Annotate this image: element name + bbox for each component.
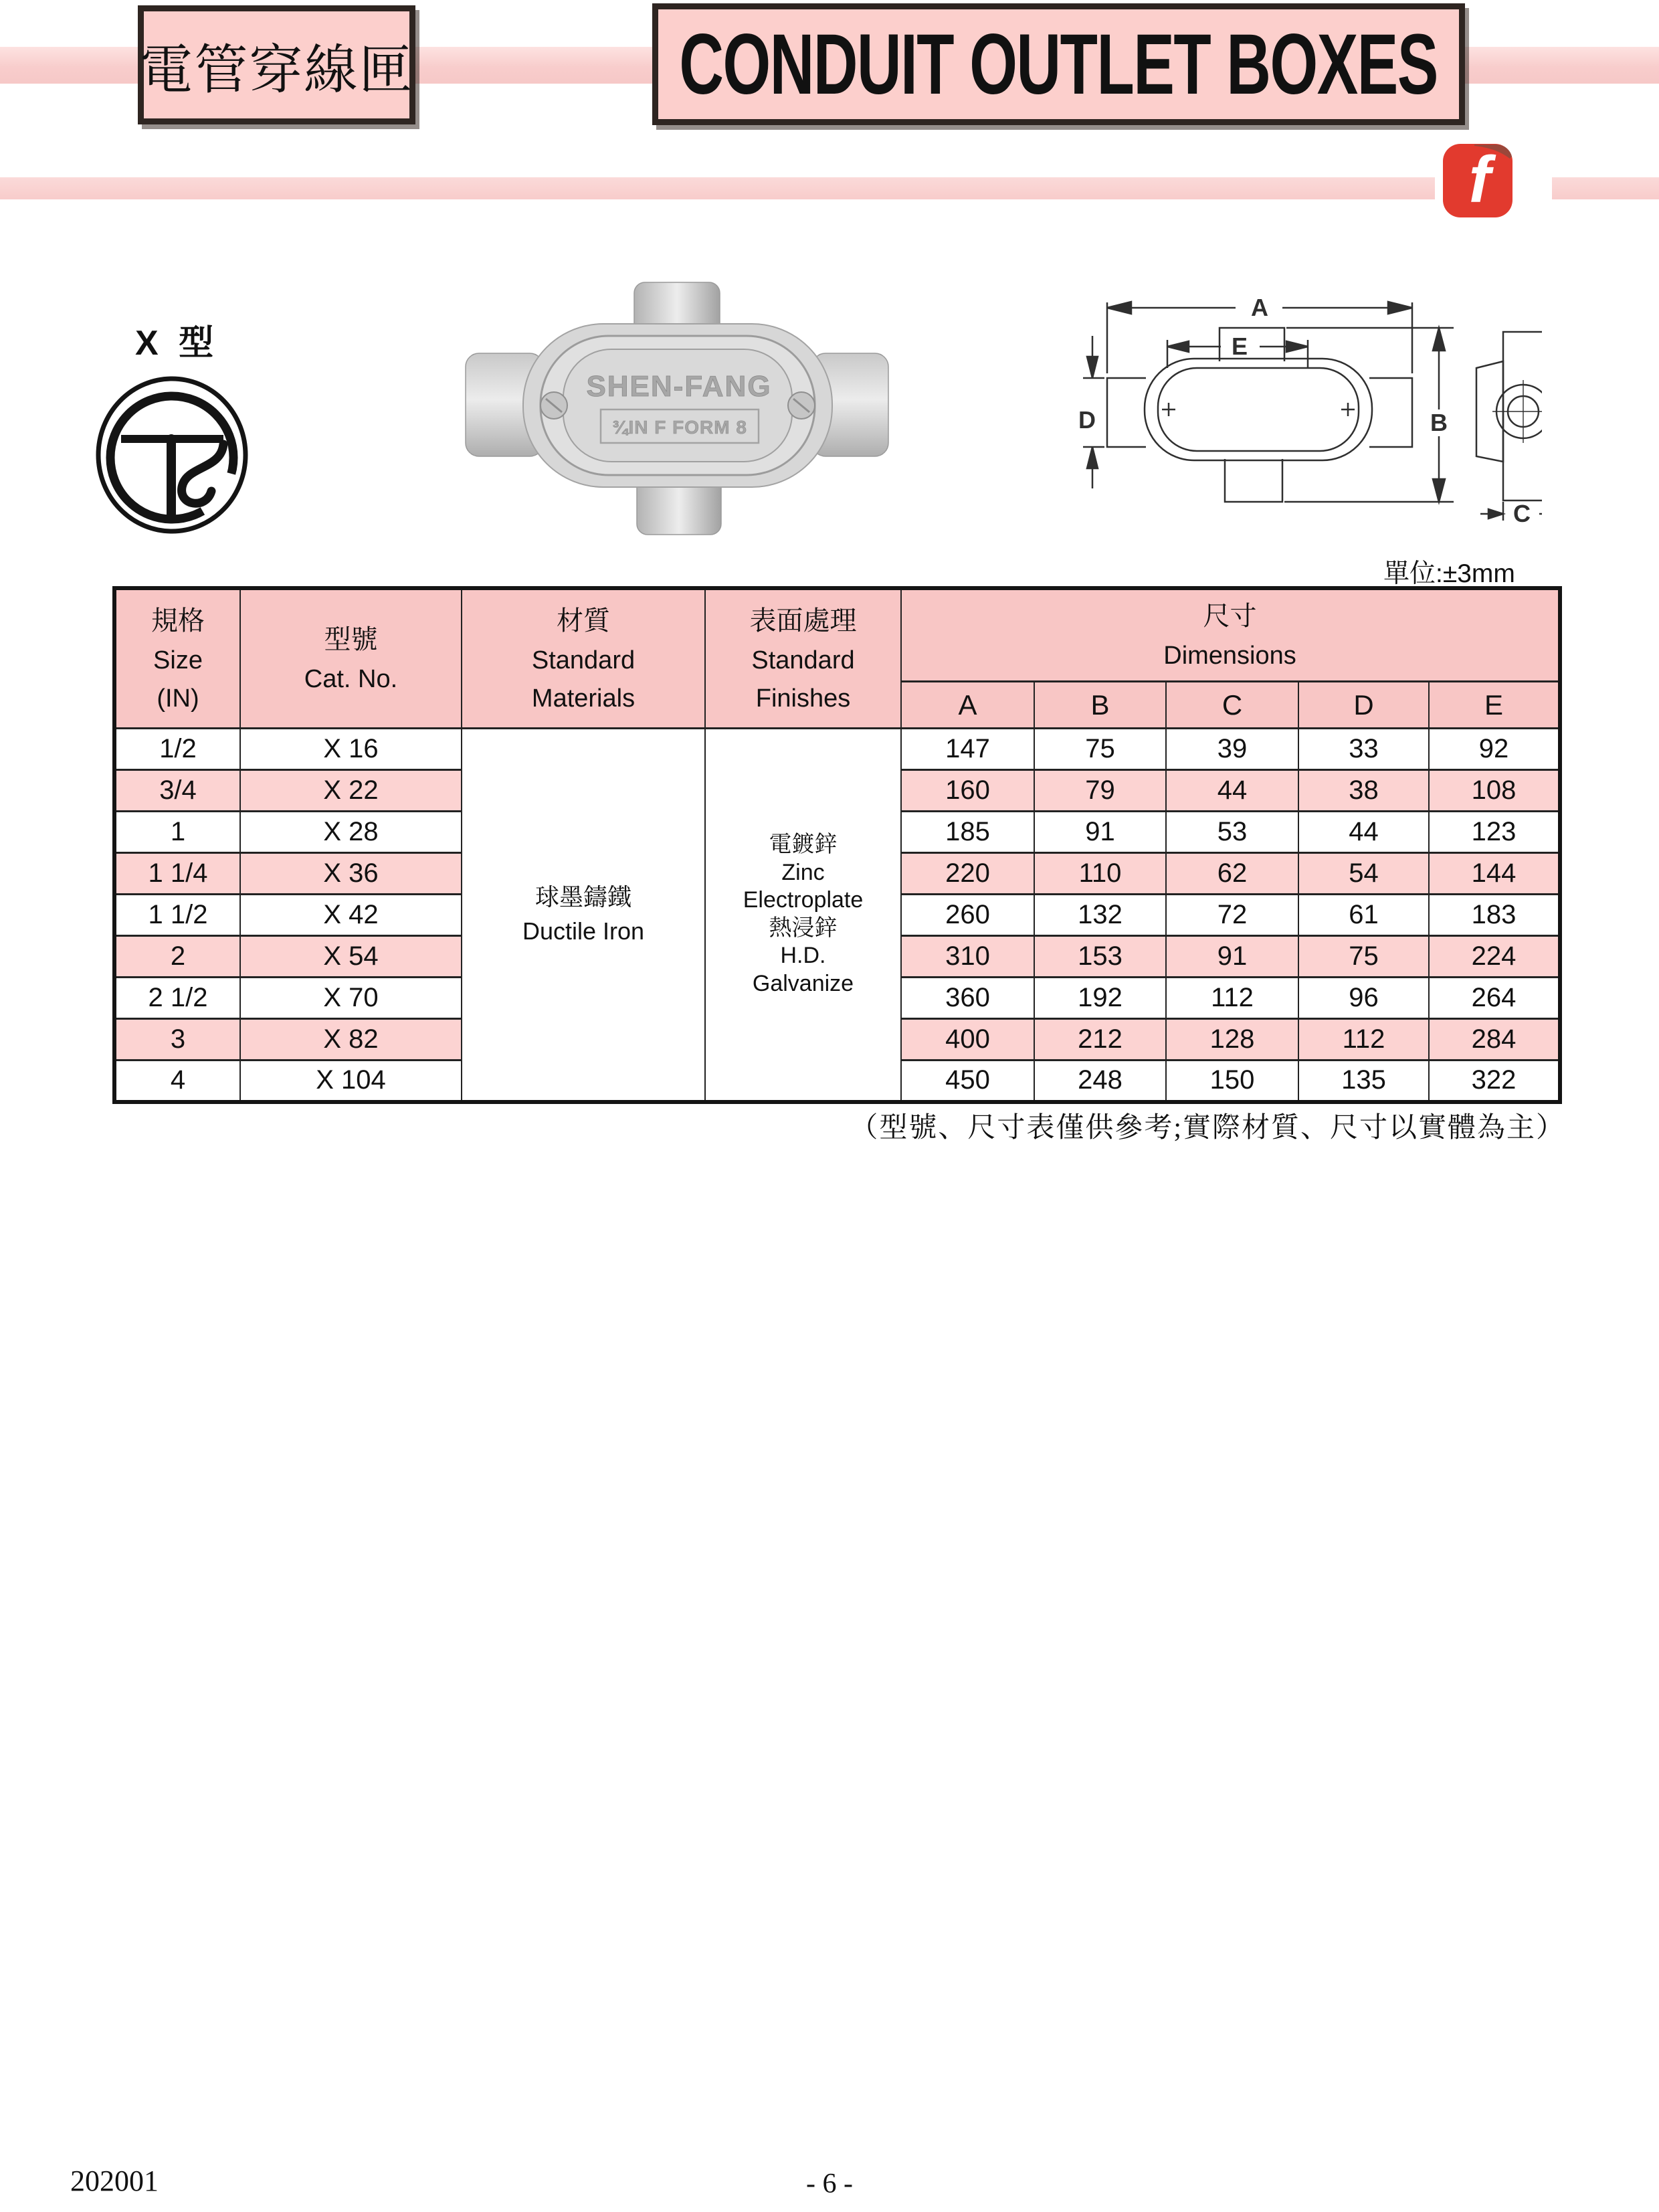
cell-dim-a: 160 — [901, 770, 1034, 812]
materials-header-en1: Standard — [531, 646, 636, 674]
cell-size: 4 — [114, 1061, 240, 1102]
cell-dim-a: 360 — [901, 978, 1034, 1019]
col-header-cat-no — [240, 588, 462, 729]
cell-dim-d: 33 — [1298, 729, 1429, 770]
footer-page-number: - 6 - — [806, 2169, 853, 2199]
cell-dim-b: 91 — [1034, 812, 1166, 853]
cell-size: 2 1/2 — [114, 978, 240, 1019]
cell-dim-e: 92 — [1429, 729, 1560, 770]
dim-label-d: D — [1078, 406, 1096, 434]
materials-header-zh: 材質 — [557, 606, 610, 636]
cell-size: 3 — [114, 1019, 240, 1061]
disclaimer-footnote: （型號、尺寸表僅供參考;實際材質、尺寸以實體為主） — [850, 1113, 1565, 1143]
cell-cat-no: X 82 — [240, 1019, 462, 1061]
cell-dim-d: 44 — [1298, 812, 1429, 853]
cell-dim-e: 123 — [1429, 812, 1560, 853]
second-pink-stripe-left — [0, 177, 1435, 199]
cell-dim-b: 248 — [1034, 1061, 1166, 1102]
footer-catalog-code: 202001 — [70, 2164, 159, 2197]
cell-dim-a: 400 — [901, 1019, 1034, 1061]
col-header-dim-b: B — [1034, 682, 1166, 729]
cell-materials: 球墨鑄鐵 Ductile Iron — [462, 729, 705, 1102]
cell-dim-c: 39 — [1166, 729, 1298, 770]
cell-dim-d: 135 — [1298, 1061, 1429, 1102]
cell-dim-c: 150 — [1166, 1061, 1298, 1102]
cat-header-zh: 型號 — [324, 625, 378, 654]
cell-cat-no: X 54 — [240, 936, 462, 978]
cell-size: 2 — [114, 936, 240, 978]
cell-dim-b: 153 — [1034, 936, 1166, 978]
dimensions-header-zh: 尺寸 — [1203, 602, 1257, 631]
cell-size: 3/4 — [114, 770, 240, 812]
cell-dim-c: 53 — [1166, 812, 1298, 853]
table-header-row-1 — [114, 588, 1560, 682]
col-header-size — [114, 588, 240, 729]
cell-cat-no: X 104 — [240, 1061, 462, 1102]
cell-dim-a: 260 — [901, 895, 1034, 936]
type-label: X 型 — [135, 324, 219, 363]
size-header-unit: (IN) — [157, 684, 199, 713]
cell-dim-c: 44 — [1166, 770, 1298, 812]
cell-dim-b: 212 — [1034, 1019, 1166, 1061]
cell-dim-d: 38 — [1298, 770, 1429, 812]
cell-dim-c: 128 — [1166, 1019, 1298, 1061]
cell-dim-a: 147 — [901, 729, 1034, 770]
brand-f-logo-icon — [1442, 143, 1513, 218]
col-header-dimensions — [901, 588, 1560, 682]
col-header-materials — [462, 588, 705, 729]
cell-size: 1 1/2 — [114, 895, 240, 936]
cell-dim-e: 108 — [1429, 770, 1560, 812]
cell-dim-b: 132 — [1034, 895, 1166, 936]
cell-size: 1 — [114, 812, 240, 853]
cell-cat-no: X 36 — [240, 853, 462, 895]
dim-label-e: E — [1231, 333, 1248, 360]
photo-emboss-size: ¾IN F FORM 8 — [612, 417, 747, 438]
cell-dim-e: 322 — [1429, 1061, 1560, 1102]
size-header-en: Size — [153, 646, 203, 674]
finishes-header-en2: Finishes — [755, 684, 851, 713]
col-header-dim-e: E — [1429, 682, 1560, 729]
cell-cat-no: X 22 — [240, 770, 462, 812]
cell-dim-c: 112 — [1166, 978, 1298, 1019]
size-header-zh: 規格 — [151, 606, 205, 636]
cell-dim-b: 75 — [1034, 729, 1166, 770]
cell-dim-d: 96 — [1298, 978, 1429, 1019]
table-row — [114, 729, 1560, 770]
cell-cat-no: X 70 — [240, 978, 462, 1019]
spec-table — [112, 586, 1562, 1104]
dim-label-c: C — [1513, 500, 1531, 525]
cell-dim-e: 264 — [1429, 978, 1560, 1019]
cell-dim-e: 284 — [1429, 1019, 1560, 1061]
cell-size: 1/2 — [114, 729, 240, 770]
dim-label-b: B — [1430, 409, 1448, 436]
f-logo-icon — [1442, 143, 1513, 218]
title-box-chinese — [138, 5, 415, 124]
cell-dim-a: 220 — [901, 853, 1034, 895]
page-title-zh: 電管穿線匣 — [139, 39, 414, 100]
finishes-header-en1: Standard — [751, 646, 855, 674]
cell-cat-no: X 28 — [240, 812, 462, 853]
cell-dim-a: 450 — [901, 1061, 1034, 1102]
cell-cat-no: X 16 — [240, 729, 462, 770]
cell-size: 1 1/4 — [114, 853, 240, 895]
cell-dim-b: 79 — [1034, 770, 1166, 812]
dimension-drawing — [1067, 268, 1542, 529]
product-photo — [462, 280, 893, 541]
cell-dim-d: 54 — [1298, 853, 1429, 895]
second-pink-stripe-right — [1552, 177, 1659, 199]
cell-dim-d: 112 — [1298, 1019, 1429, 1061]
cell-dim-d: 61 — [1298, 895, 1429, 936]
cell-cat-no: X 42 — [240, 895, 462, 936]
cell-dim-a: 310 — [901, 936, 1034, 978]
materials-header-en2: Materials — [531, 684, 636, 713]
finishes-header-zh: 表面處理 — [749, 606, 857, 636]
cell-dim-c: 62 — [1166, 853, 1298, 895]
cell-dim-c: 91 — [1166, 936, 1298, 978]
unit-tolerance-note: 單位:±3mm — [1383, 559, 1515, 588]
cell-dim-d: 75 — [1298, 936, 1429, 978]
table-body — [114, 729, 1560, 1102]
cell-dim-b: 192 — [1034, 978, 1166, 1019]
cell-finishes: 電鍍鋅 Zinc Electroplate 熱浸鋅 H.D. Galvanize — [705, 729, 901, 1102]
dimensions-header-en: Dimensions — [1163, 642, 1296, 670]
col-header-dim-c: C — [1166, 682, 1298, 729]
cell-dim-b: 110 — [1034, 853, 1166, 895]
col-header-finishes — [705, 588, 901, 729]
photo-emboss-brand: SHEN-FANG — [586, 370, 772, 403]
cell-dim-e: 183 — [1429, 895, 1560, 936]
col-header-dim-d: D — [1298, 682, 1429, 729]
ts-certification-mark-icon — [94, 375, 251, 539]
cell-dim-c: 72 — [1166, 895, 1298, 936]
title-box-english — [652, 3, 1465, 125]
cell-dim-e: 224 — [1429, 936, 1560, 978]
col-header-dim-a: A — [901, 682, 1034, 729]
cell-dim-a: 185 — [901, 812, 1034, 853]
page-title-en: CONDUIT OUTLET BOXES — [679, 16, 1438, 112]
cat-header-en: Cat. No. — [304, 665, 398, 693]
spec-table-container — [112, 586, 1562, 1104]
dim-label-a: A — [1251, 294, 1268, 321]
f-logo-letter: f — [1468, 143, 1491, 216]
cell-dim-e: 144 — [1429, 853, 1560, 895]
